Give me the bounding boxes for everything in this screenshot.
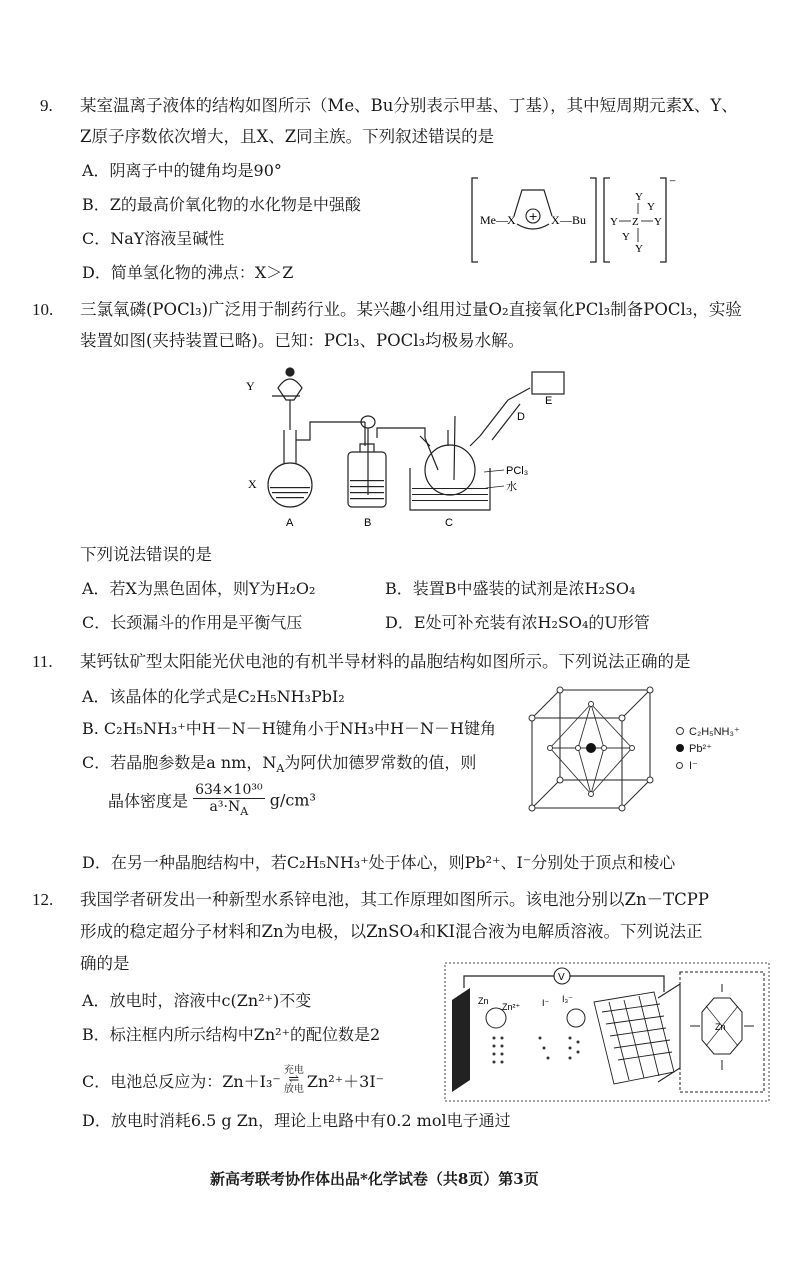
q10-option-d: D．E处可补充装有浓H₂SO₄的U形管: [385, 613, 650, 632]
q11-option-a: A．该晶体的化学式是C₂H₅NH₃PbI₂: [82, 687, 345, 706]
q10-label-a: A: [286, 517, 294, 529]
q10-label-c: C: [445, 517, 453, 529]
q10-label-d: D: [517, 411, 525, 423]
q12-voltmeter-label: V: [558, 972, 565, 983]
q11-option-b: B. C₂H₅NH₃⁺中H－N－H键角小于NH₃中H－N－H键角: [82, 719, 496, 738]
svg-text:Y: Y: [610, 216, 618, 228]
q10-label-y: Y: [246, 379, 255, 393]
q9-cation-x2: X: [551, 213, 560, 227]
svg-text:Y: Y: [622, 231, 630, 243]
q10-label-b: B: [364, 517, 372, 529]
q9-cation-me: Me—: [480, 213, 508, 227]
q12-reversible-arrow: 充电 ⇌ 放电: [283, 1065, 304, 1095]
q10-option-b: B．装置B中盛装的试剂是浓H₂SO₄: [385, 579, 636, 598]
svg-text:Y: Y: [654, 216, 662, 228]
q12-porphyrin-zn: Zn: [715, 1022, 726, 1032]
q11-crystal-cell-figure: [520, 684, 660, 812]
legend-small-circle-icon: [676, 762, 683, 769]
svg-text:Z: Z: [632, 216, 639, 228]
q9-number: 9.: [40, 96, 53, 115]
q9-stem-line1: 某室温离子液体的结构如图所示（Me、Bu分别表示甲基、丁基），其中短周期元素X、Y、: [80, 96, 738, 115]
q10-stem-line2: 装置如图(夹持装置已略)。已知：PCl₃、POCl₃均极易水解。: [80, 331, 525, 350]
q11-legend: C₂H₅NH₃⁺ Pb²⁺ I⁻: [676, 724, 740, 775]
q9-stem-line2: Z原子序数依次增大，且X、Z同主族。下列叙述错误的是: [80, 127, 495, 146]
q9-option-b: B．Z的最高价氧化物的水化物是中强酸: [82, 195, 361, 214]
q10-option-c: C．长颈漏斗的作用是平衡气压: [82, 613, 303, 632]
svg-text:Y: Y: [647, 201, 655, 213]
q11-number: 11.: [32, 652, 53, 671]
q9-ionic-liquid-structure: [470, 170, 685, 270]
q10-number: 10.: [32, 300, 54, 319]
q9-option-d: D．简单氢化物的沸点：X＞Z: [82, 263, 294, 282]
q12-option-b: B．标注框内所示结构中Zn²⁺的配位数是2: [82, 1025, 381, 1044]
q12-number: 12.: [32, 890, 54, 909]
q12-option-c: C．电池总反应为：Zn＋I₃⁻ 充电 ⇌ 放电 Zn²⁺＋3I⁻: [82, 1065, 385, 1095]
q10-apparatus-figure: [240, 360, 570, 530]
q11-option-d: D．在另一种晶胞结构中，若C₂H₅NH₃⁺处于体心，则Pb²⁺、I⁻分别处于顶点和棱心: [82, 853, 676, 872]
q12-option-d: D．放电时消耗6.5 g Zn，理论上电路中有0.2 mol电子通过: [82, 1111, 511, 1130]
svg-text:Y: Y: [635, 243, 643, 255]
q11-option-c-line1: C．若晶胞参数是a nm，$N_A$为阿伏加德罗常数的值，则: [82, 753, 477, 776]
q9-cation-x1: X: [507, 213, 516, 227]
q10-label-water: 水: [506, 480, 517, 493]
q10-label-pcl3: PCl₃: [506, 465, 529, 477]
q12-stem-line2: 形成的稳定超分子材料和Zn为电极，以ZnSO₄和KI混合液为电解质溶液。下列说法正: [80, 922, 703, 941]
svg-text:Zn: Zn: [478, 996, 489, 1006]
svg-text:I⁻: I⁻: [542, 998, 550, 1008]
q11-stem: 某钙钛矿型太阳能光伏电池的有机半导材料的晶胞结构如图所示。下列说法正确的是: [80, 652, 691, 671]
legend-open-circle-icon: [676, 727, 684, 735]
q11-density-fraction: $\frac{\text{634×10³⁰}}{a^3\cdot N_A}$: [195, 782, 263, 818]
q12-battery-figure: [444, 962, 770, 1102]
q9-cation-bu: —Bu: [560, 213, 587, 227]
q10-label-x: X: [248, 477, 257, 491]
q10-label-e: E: [545, 395, 553, 407]
q11-option-c-line2: 晶体密度是 $\frac{\text{634×10³⁰}}{a^3\cdot N_A}$ g/cm³: [108, 782, 316, 818]
q10-stem-line1: 三氯氧磷(POCl₃)广泛用于制药行业。某兴趣小组用过量O₂直接氧化PCl₃制备POCl₃，实验: [80, 300, 742, 319]
q9-anion-charge: ⁻: [669, 176, 677, 192]
svg-text:I₃⁻: I₃⁻: [562, 994, 573, 1004]
q9-option-c: C．NaY溶液呈碱性: [82, 229, 225, 248]
page-footer: 新高考联考协作体出品*化学试卷（共8页）第3页: [210, 1170, 539, 1188]
q12-stem-line3: 确的是: [80, 954, 130, 973]
svg-text:+: +: [528, 210, 538, 223]
q9-option-a: A．阴离子中的键角均是90°: [82, 161, 282, 180]
svg-text:Zn²⁺: Zn²⁺: [502, 1002, 521, 1012]
q10-prompt: 下列说法错误的是: [80, 545, 212, 564]
q10-option-a: A．若X为黑色固体，则Y为H₂O₂: [82, 579, 316, 598]
legend-filled-circle-icon: [676, 744, 684, 752]
q12-option-a: A．放电时，溶液中c(Zn²⁺)不变: [82, 991, 312, 1010]
svg-text:Y: Y: [635, 191, 643, 203]
q12-stem-line1: 我国学者研发出一种新型水系锌电池，其工作原理如图所示。该电池分别以Zn－TCPP: [80, 890, 709, 909]
